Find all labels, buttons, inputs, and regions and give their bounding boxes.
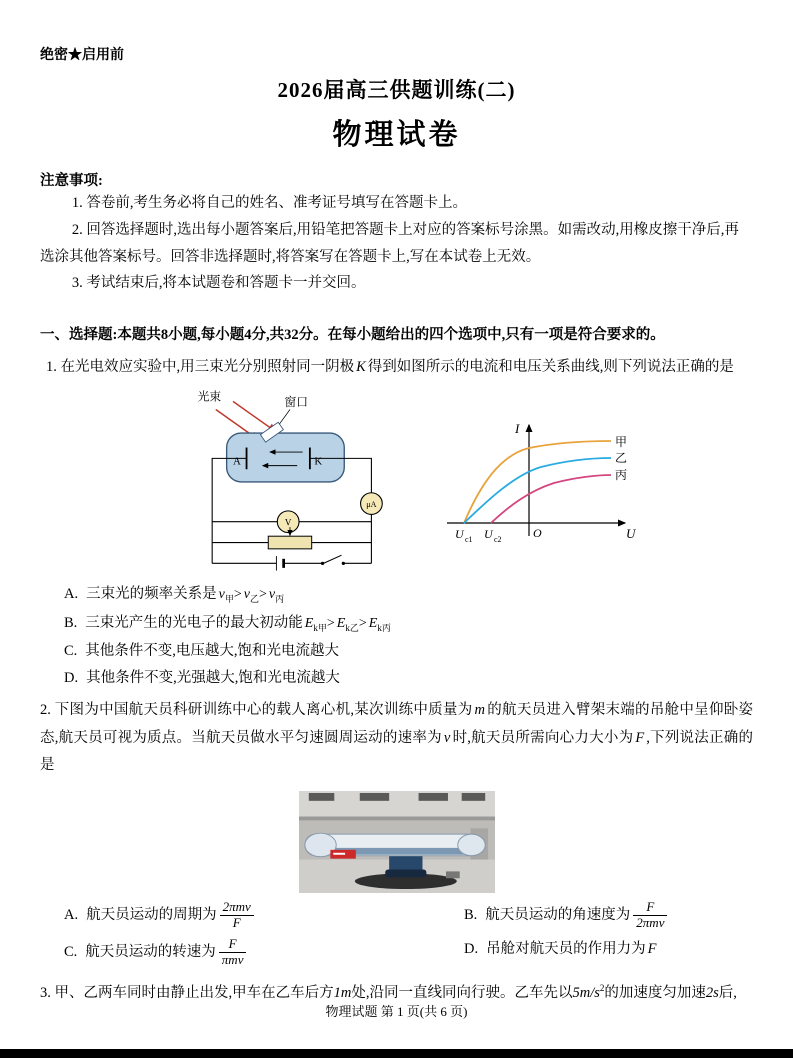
q2-option-d-text: 吊舱对航天员的作用力为 — [486, 940, 646, 957]
gt-operator: > — [358, 615, 367, 631]
subscript: 乙 — [249, 593, 259, 604]
q1-option-a-formula — [217, 587, 285, 602]
q2-option-b — [464, 900, 753, 931]
notice-title: 注意事项: — [40, 173, 103, 189]
exam-subtitle: 物理试卷 — [332, 119, 461, 151]
nu-symbol: ν — [218, 586, 225, 602]
question-1-stem — [40, 354, 753, 382]
curve-jia-label: 甲 — [615, 434, 628, 449]
microammeter-label: μA — [366, 500, 377, 510]
q2-stem-seg2: 的航天员进入臂架末端的吊舱中呈仰卧姿态,航天员可视为质点。当航天员做水平匀速圆周运动的速率为 — [40, 702, 754, 746]
page-footer: 物理试题 第 1 页(共 6 页) — [325, 1004, 468, 1019]
subscript: k丙 — [377, 622, 391, 633]
q2-stem-seg1: 2. 下图为中国航天员科研训练中心的载人离心机,某次训练中质量为 — [40, 702, 473, 719]
q1-stem-text-pre: 1. 在光电效应实验中,用三束光分别照射同一阴极 — [46, 359, 355, 376]
fraction-numerator: 2πmv — [220, 900, 254, 916]
q2-var-f: F — [635, 729, 645, 746]
q1-option-d — [64, 666, 753, 687]
notice-item-2: 2. 回答选择题时,选出每小题答案后,用铅笔把答题卡上对应的答案标号涂黑。如需改动,用橡皮擦干净后,再选涂其他答案标号。回答非选择题时,将答案写在答题卡上,写在本试卷上无效。 — [40, 221, 739, 265]
q1-option-a-text: 三束光的频率关系是 — [86, 585, 217, 602]
q2-option-b-text: 航天员运动的角速度为 — [485, 906, 631, 923]
q3-value-2s: 2s — [705, 984, 719, 1001]
switch-blade — [323, 555, 341, 563]
q3-value-1m: 1m — [333, 984, 352, 1001]
step-box — [446, 871, 460, 878]
q2-option-b-fraction — [633, 900, 667, 931]
logo-text-mark — [333, 853, 345, 855]
q2-option-c-label: C. — [64, 943, 78, 960]
window-label: 窗口 — [284, 395, 309, 409]
subscript: 丙 — [275, 593, 285, 604]
q1-option-c — [64, 639, 753, 660]
question-1-figures — [190, 386, 753, 576]
uc2-subscript: c2 — [494, 534, 502, 544]
ceiling-vent — [418, 793, 447, 801]
q3-value-acceleration: 5m/s — [572, 984, 600, 1001]
curve-bing — [491, 475, 611, 523]
q2-option-c-fraction — [219, 937, 247, 968]
gt-operator: > — [258, 586, 267, 602]
fraction-denominator: 2πmv — [636, 914, 665, 930]
q2-option-d-label: D. — [464, 940, 479, 957]
nu-symbol: ν — [243, 586, 250, 602]
electrode-a-label: A — [232, 455, 241, 468]
q2-option-a-label: A. — [64, 906, 79, 923]
voltmeter-label: V — [284, 517, 292, 528]
page-bottom-edge — [0, 1049, 793, 1058]
uc2-label: U — [484, 526, 493, 541]
subscript: k甲 — [313, 622, 327, 633]
q3-seg1: 3. 甲、乙两车同时由静止出发,甲车在乙车后方 — [40, 984, 334, 1001]
fraction-numerator: F — [219, 937, 247, 953]
origin-label: O — [533, 525, 542, 540]
q2-option-b-label: B. — [464, 906, 478, 923]
q1-stem-var-k: K — [356, 359, 366, 376]
y-axis-label: I — [515, 420, 520, 436]
q1-option-b — [64, 611, 753, 634]
q1-option-b-label: B. — [64, 614, 78, 631]
q3-seg4: 后, — [718, 984, 737, 1001]
curve-jia — [464, 441, 611, 523]
nu-symbol: ν — [268, 586, 276, 602]
photoelectric-apparatus-figure — [190, 386, 399, 576]
energy-symbol: E — [336, 615, 346, 631]
q1-option-a — [64, 582, 753, 605]
q2-option-a-text: 航天员运动的周期为 — [86, 906, 217, 923]
uc1-subscript: c1 — [465, 534, 473, 544]
q2-option-c — [64, 937, 464, 968]
curve-yi-label: 乙 — [615, 450, 628, 465]
notice-item-1: 1. 答卷前,考生务必将自己的姓名、准考证号填写在答题卡上。 — [71, 195, 468, 211]
ceiling-vent — [308, 793, 333, 801]
electrode-k-label: K — [314, 455, 323, 468]
exam-title: 2026届高三供题训练(二) — [277, 78, 516, 102]
q2-option-d — [464, 937, 753, 968]
q3-seg2: 处,沿同一直线同向行驶。乙车先以 — [351, 984, 573, 1001]
vacuum-tube — [227, 433, 345, 482]
q2-option-c-text: 航天员运动的转速为 — [85, 943, 216, 960]
q1-option-b-formula — [303, 616, 391, 631]
q1-option-a-label: A. — [64, 585, 79, 602]
q2-var-m: m — [474, 702, 485, 719]
curve-bing-label: 丙 — [615, 467, 628, 482]
q3-seg3: 的加速度匀加速 — [604, 984, 706, 1001]
q1-option-d-label: D. — [64, 670, 79, 687]
centrifuge-photo — [299, 790, 495, 894]
q1-option-b-text: 三束光产生的光电子的最大初动能 — [85, 614, 303, 631]
ceiling-vent — [461, 793, 485, 801]
q2-option-a — [64, 900, 464, 931]
section-1-heading: 一、选择题:本题共8小题,每小题4分,共32分。在每小题给出的四个选项中,只有一项是符合要求的。 — [40, 327, 665, 344]
counterweight-pod — [457, 834, 484, 856]
gt-operator: > — [233, 586, 242, 602]
subscript: 甲 — [224, 593, 234, 604]
q2-stem-seg3: 时,航天员所需向心力大小为 — [452, 729, 634, 746]
question-2-stem — [40, 697, 753, 780]
q3-exponent: 2 — [599, 982, 605, 993]
uc1-label: U — [455, 526, 464, 541]
q1-stem-text-post: 得到如图所示的电流和电压关系曲线,则下列说法正确的是 — [367, 359, 734, 376]
fraction-denominator: F — [232, 914, 241, 930]
fraction-numerator: F — [633, 900, 667, 916]
centrifuge-base-foot — [385, 869, 426, 877]
q2-stem-seg4: ,下列说法正确的是 — [40, 729, 754, 774]
ceiling-beam — [299, 817, 495, 821]
q1-option-c-label: C. — [64, 643, 78, 660]
classification-label: 绝密★启用前 — [40, 48, 124, 63]
fraction-denominator: πmv — [221, 951, 244, 967]
gt-operator: > — [326, 615, 335, 631]
notice-item-3: 3. 考试结束后,将本试题卷和答题卡一并交回。 — [71, 275, 366, 292]
question-2-options — [64, 898, 753, 968]
q1-option-c-text: 其他条件不变,电压越大,饱和光电流越大 — [85, 643, 340, 660]
energy-symbol: E — [368, 615, 378, 631]
iv-curve-graph — [429, 411, 639, 551]
subscript: k乙 — [345, 622, 359, 633]
q2-var-v: v — [443, 729, 451, 746]
q1-option-d-text: 其他条件不变,光强越大,饱和光电流越大 — [86, 670, 340, 687]
beam-label: 光束 — [197, 390, 222, 404]
x-axis-label: U — [626, 525, 636, 541]
rheostat — [268, 536, 311, 549]
q2-option-a-fraction — [220, 900, 254, 931]
q2-option-d-var-f: F — [647, 940, 657, 957]
energy-symbol: E — [304, 615, 314, 631]
ceiling-vent — [359, 793, 388, 801]
